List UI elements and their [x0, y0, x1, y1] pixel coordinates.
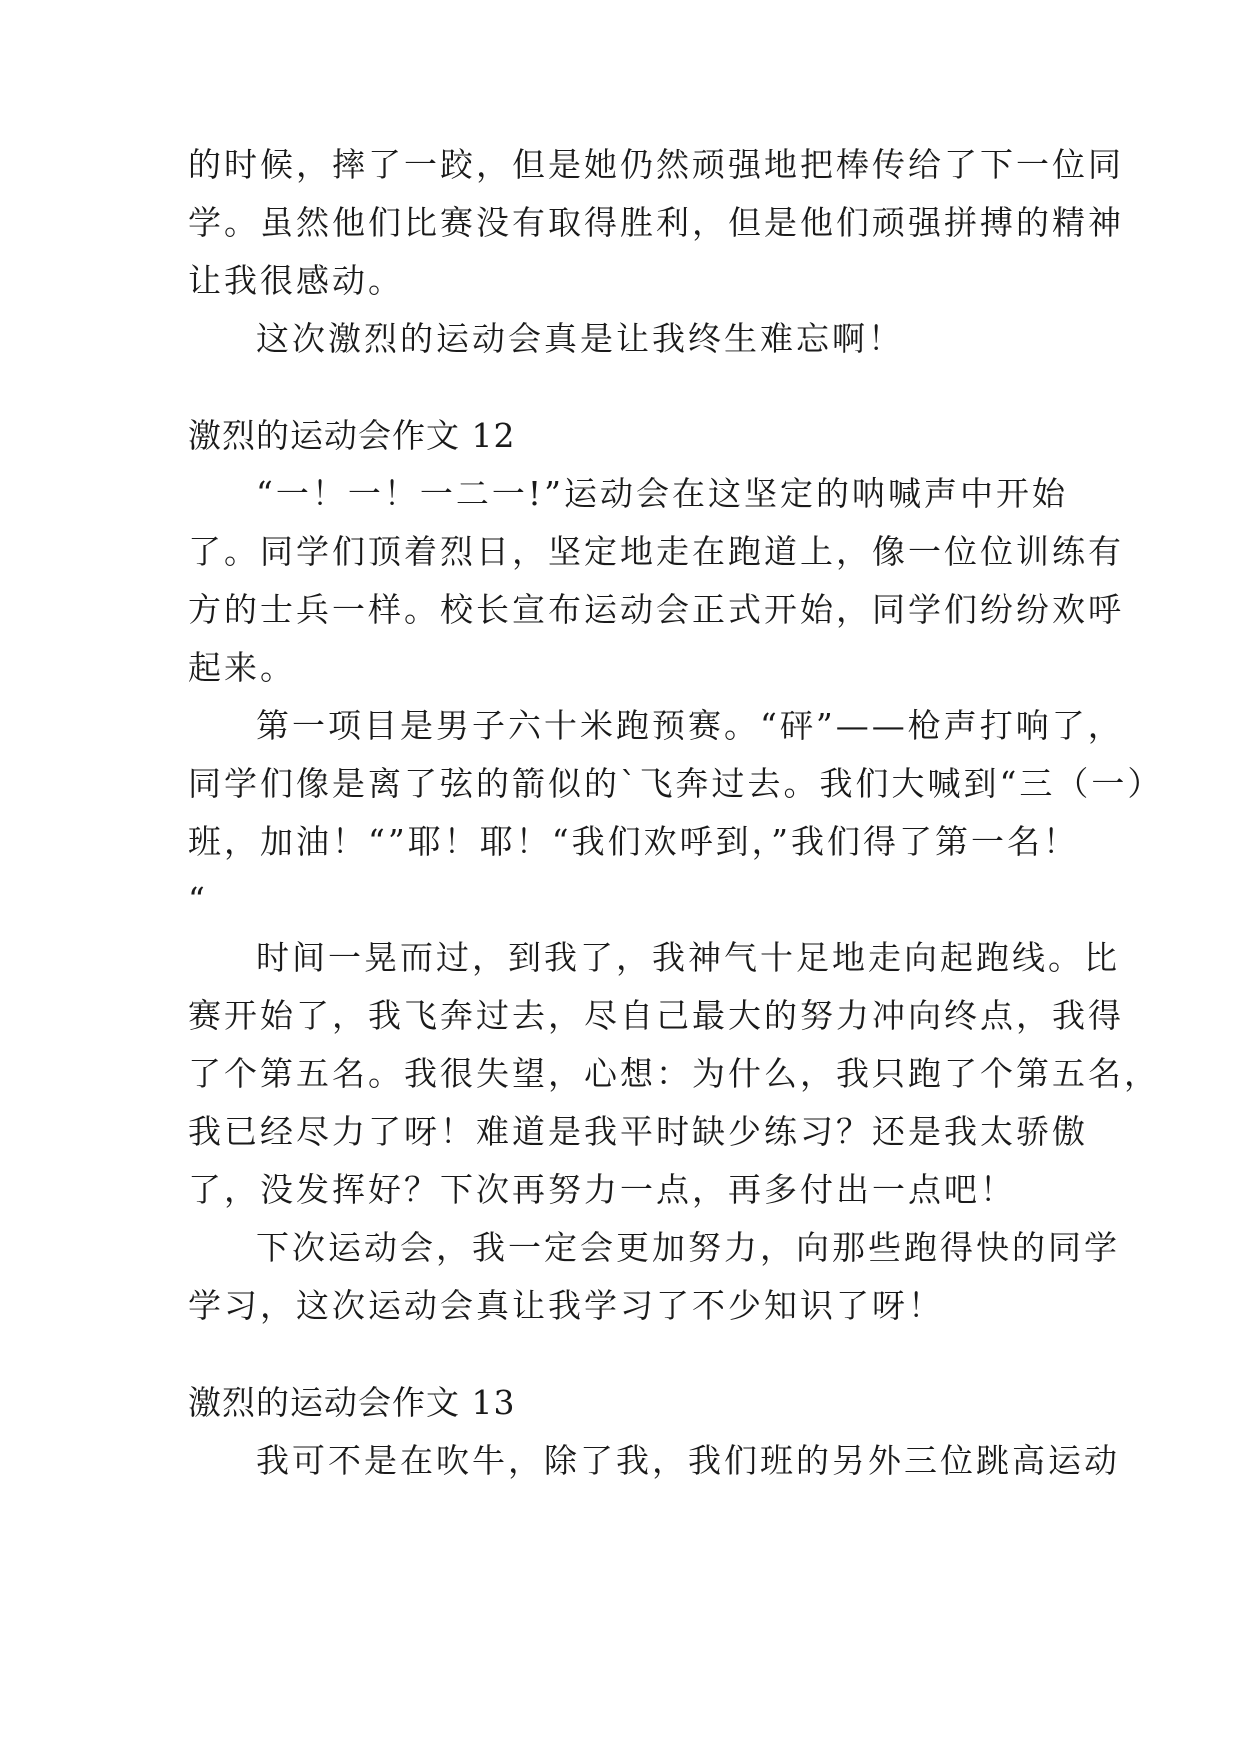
text-line: 学习，这次运动会真让我学习了不少知识了呀！: [188, 1286, 944, 1325]
text-line: 了。同学们顶着烈日，坚定地走在跑道上，像一位位训练有: [188, 532, 1124, 571]
text-line: “一！一！一二一!”运动会在这坚定的呐喊声中开始: [256, 474, 1069, 513]
text-line: 下次运动会，我一定会更加努力，向那些跑得快的同学: [256, 1228, 1120, 1267]
text-line: 我可不是在吹牛，除了我，我们班的另外三位跳高运动: [256, 1441, 1120, 1480]
text-line: 让我很感动。: [188, 261, 404, 300]
text-line: 了，没发挥好？下次再努力一点，再多付出一点吧！: [188, 1170, 1016, 1209]
text-line: 这次激烈的运动会真是让我终生难忘啊！: [256, 319, 904, 358]
text-line: 方的士兵一样。校长宣布运动会正式开始，同学们纷纷欢呼: [188, 590, 1124, 629]
text-line: 同学们像是离了弦的箭似的`飞奔过去。我们大喊到“三（一）: [188, 764, 1164, 803]
section-heading: 激烈的运动会作文 12: [188, 416, 516, 455]
text-line: 第一项目是男子六十米跑预赛。“砰”——枪声打响了，: [256, 706, 1124, 745]
text-line: 我已经尽力了呀！难道是我平时缺少练习？还是我太骄傲: [188, 1112, 1088, 1151]
text-line: 时间一晃而过，到我了，我神气十足地走向起跑线。比: [256, 938, 1120, 977]
text-line: 了个第五名。我很失望，心想：为什么，我只跑了个第五名，: [188, 1054, 1160, 1093]
text-line: 班，加油！“”耶！耶！“我们欢呼到，”我们得了第一名！: [188, 822, 1079, 861]
section-heading: 激烈的运动会作文 13: [188, 1383, 516, 1422]
text-line: 学。虽然他们比赛没有取得胜利，但是他们顽强拼搏的精神: [188, 203, 1124, 242]
text-line: 赛开始了，我飞奔过去，尽自己最大的努力冲向终点，我得: [188, 996, 1124, 1035]
text-line: 的时候，摔了一跤，但是她仍然顽强地把棒传给了下一位同: [188, 145, 1124, 184]
text-line: “: [188, 880, 208, 919]
text-line: 起来。: [188, 648, 296, 687]
